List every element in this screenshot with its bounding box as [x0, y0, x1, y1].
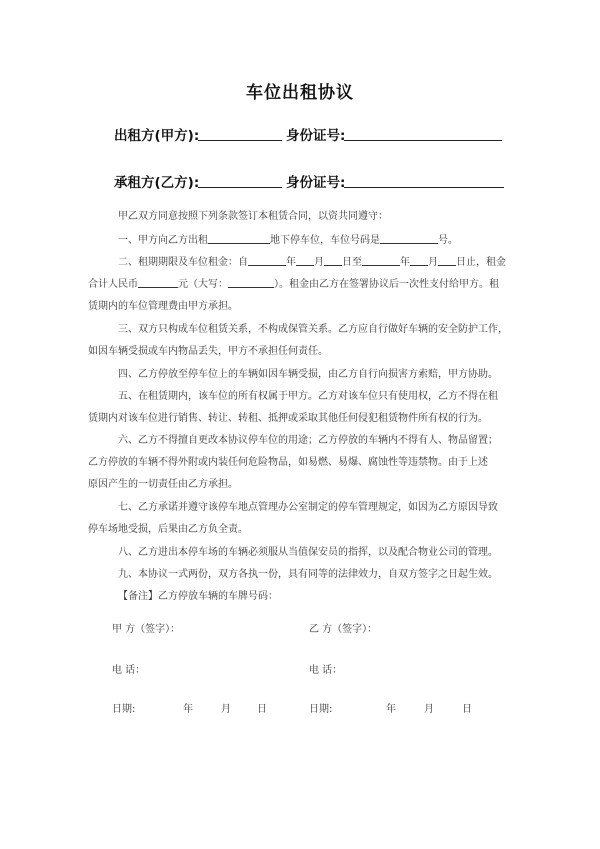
clause-2-part-c: 元（大写： — [178, 279, 228, 290]
party-a-date-label: 日期: — [112, 704, 136, 715]
party-a-date-month: 月 — [221, 704, 231, 715]
clause-2-line-2 — [88, 273, 516, 297]
clause-1-part-c: 号。 — [438, 235, 458, 246]
clause-2-part-b: 合计人民币 — [88, 279, 138, 290]
rent-amount-blank[interactable] — [138, 275, 178, 288]
clause-1-part-b: 地下停车位，车位号码是 — [270, 235, 380, 246]
party-b-date-day: 日 — [462, 704, 472, 715]
party-b-phone-label: 电 话： — [309, 665, 343, 676]
lessee-id-blank[interactable] — [344, 171, 504, 188]
party-b-date-month: 月 — [424, 704, 434, 715]
clause-2-line-3: 赁期内的车位管理费由甲方承担。 — [88, 301, 238, 312]
clause-8: 八、乙方进出本停车场的车辆必须服从当值保安员的指挥，以及配合物业公司的管理。 — [118, 547, 498, 558]
lessee-name-blank[interactable] — [198, 171, 282, 188]
clause-5-line-1: 五、在租赁期内，该车位的所有权属于甲方。乙方对该车位只有使用权，乙方不得在租 — [118, 391, 498, 402]
intro-text: 甲乙双方同意按照下列条款签订本租赁合同，以资共同遵守： — [118, 211, 388, 222]
end-year-blank[interactable] — [362, 253, 400, 266]
document-title: 车位出租协议 — [246, 83, 354, 103]
lessor-name-blank[interactable] — [198, 124, 282, 141]
start-month-blank[interactable] — [296, 253, 314, 266]
day-text: 日至 — [342, 257, 362, 268]
end-month-blank[interactable] — [410, 253, 428, 266]
clause-1-part-a: 一、甲方向乙方出租 — [118, 235, 208, 246]
clause-4: 四、乙方停放至停车位上的车辆如因车辆受损，由乙方自行向损害方索赔，甲方协助。 — [118, 369, 498, 380]
clause-7-line-1: 七、乙方承诺并遵守该停车地点管理办公室制定的停车管理规定，如因为乙方原因导致 — [118, 502, 498, 513]
clause-2-line-1 — [118, 251, 546, 275]
clause-6-line-3: 原因产生的一切责任由乙方承担。 — [88, 479, 238, 490]
clause-7-line-2: 停车场地受损，后果由乙方负全责。 — [88, 524, 248, 535]
day-text: 日止，租金 — [456, 257, 506, 268]
year-text: 年 — [286, 257, 296, 268]
lessee-label: 承租方(乙方): — [114, 175, 200, 191]
lot-location-blank[interactable] — [208, 231, 270, 244]
clause-6-line-2: 乙方停放的车辆不得外附或内装任何危险物品，如易燃、易爆、腐蚀性等违禁物。由于上述 — [88, 457, 488, 468]
lessor-label: 出租方(甲方): — [114, 128, 200, 144]
note-plate-number: 【备注】乙方停放车辆的车牌号码： — [118, 591, 278, 602]
month-text: 月 — [428, 257, 438, 268]
clause-3-line-1: 三、双方只构成车位租赁关系，不构成保管关系。乙方应自行做好车辆的安全防护工作， — [118, 324, 508, 335]
start-day-blank[interactable] — [324, 253, 342, 266]
clause-2-part-a: 二、租期期限及车位租金：自 — [118, 257, 248, 268]
lessor-id-blank[interactable] — [344, 124, 502, 141]
start-year-blank[interactable] — [248, 253, 286, 266]
clause-2-part-d: ）。租金由乙方在签署协议后一次性支付给甲方。租 — [274, 279, 499, 290]
party-b-date-label: 日期: — [309, 704, 333, 715]
year-text: 年 — [400, 257, 410, 268]
party-a-date-year: 年 — [183, 704, 193, 715]
party-a-date-day: 日 — [257, 704, 267, 715]
lot-number-blank[interactable] — [380, 231, 438, 244]
party-b-signature-label: 乙 方（签字）： — [309, 624, 378, 635]
month-text: 月 — [314, 257, 324, 268]
lessee-id-label: 身份证号: — [286, 175, 346, 191]
party-a-phone-label: 电 话： — [112, 665, 146, 676]
clause-6-line-1: 六、乙方不得擅自更改本协议停车位的用途；乙方停放的车辆内不得有人、物品留置； — [118, 435, 498, 446]
clause-1 — [118, 229, 546, 253]
lessor-id-label: 身份证号: — [286, 128, 346, 144]
clause-3-line-2: 如因车辆受损或车内物品丢失，甲方不承担任何责任。 — [88, 346, 328, 357]
clause-5-line-2: 赁期内对该车位进行销售、转让、转租、抵押或采取其他任何侵犯租赁物件所有权的行为。 — [88, 413, 488, 424]
party-a-signature-label: 甲 方（签字）： — [112, 624, 181, 635]
clause-9: 九、本协议一式两份，双方各执一份，具有同等的法律效力，自双方签字之日起生效。 — [118, 569, 498, 580]
rent-capital-blank[interactable] — [228, 275, 274, 288]
end-day-blank[interactable] — [438, 253, 456, 266]
party-b-date-year: 年 — [386, 704, 396, 715]
